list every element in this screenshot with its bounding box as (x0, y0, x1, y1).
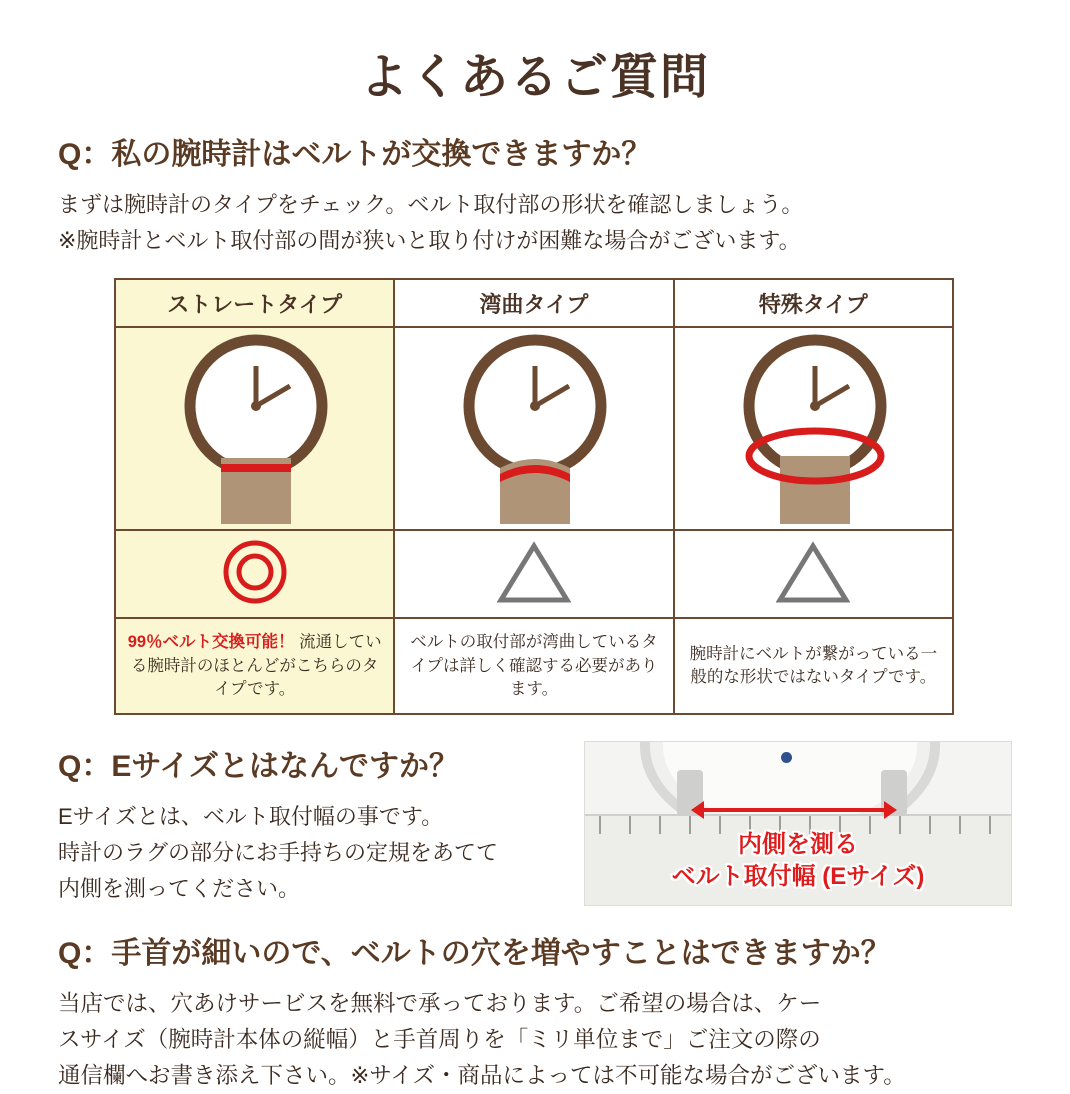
q2-heading: Q：Eサイズとはなんですか？ (58, 750, 459, 784)
photo-caption-line1: 内側を測る (738, 831, 858, 859)
mark-special (674, 530, 953, 618)
desc-straight (115, 618, 394, 714)
page-title: よくあるご質問 (359, 51, 710, 104)
triangle-icon (497, 538, 571, 606)
desc-curved (394, 618, 673, 714)
illustration-special (674, 327, 953, 530)
q2-body-line1: Eサイズとは、ベルト取付幅の事です。 (58, 804, 444, 830)
q3-heading: Q：手首が細いので、ベルトの穴を増やすことはできますか？ (58, 937, 891, 971)
q1-heading: Q：私の腕時計はベルトが交換できますか？ (58, 138, 652, 171)
q2-section (58, 741, 1012, 906)
triangle-icon (776, 538, 850, 606)
mark-curved (394, 530, 673, 618)
desc-straight-highlight: 99％ベルト交換可能！ (127, 633, 295, 652)
header-straight: ストレートタイプ (115, 279, 394, 327)
q1-body-line2: ※腕時計とベルト取付部の間が狭いと取り付けが困難な場合がございます。 (58, 227, 801, 253)
table-header-row (115, 279, 953, 327)
illustration-straight (115, 327, 394, 530)
q2-body-line3: 内側を測ってください。 (58, 875, 301, 901)
photo-caption-line2: ベルト取付幅 (Eサイズ) (671, 863, 925, 891)
q1-section (58, 129, 1012, 715)
q2-photo-block (584, 741, 1012, 906)
q3-section (58, 928, 1012, 1094)
watch-curved-icon (395, 328, 675, 524)
watch-special-icon (675, 328, 955, 524)
q1-body-line1: まずは腕時計のタイプをチェック。ベルト取付部の形状を確認しましょう。 (58, 192, 804, 217)
desc-straight-text: 流通している腕時計のほとんどがこちらのタイプです。 (130, 633, 382, 698)
measure-arrow-icon (703, 808, 885, 812)
double-circle-icon (220, 537, 290, 607)
table-description-row (115, 618, 953, 714)
q2-text-block (58, 741, 574, 906)
header-special: 特殊タイプ (674, 279, 953, 327)
table-mark-row (115, 530, 953, 618)
q3-body-line3: 通信欄へお書き添え下さい。※サイズ・商品によっては不可能な場合がございます。 (58, 1063, 906, 1089)
header-curved: 湾曲タイプ (394, 279, 673, 327)
mark-straight (115, 530, 394, 618)
q2-body-line2: 時計のラグの部分にお手持ちの定規をあてて (58, 839, 499, 865)
ruler-measurement-photo (584, 741, 1012, 906)
watch-straight-icon (116, 328, 396, 524)
illustration-curved (394, 327, 673, 530)
desc-special-text: 腕時計にベルトが繋がっている一般的な形状ではないタイプです。 (689, 644, 938, 687)
table-illustration-row (115, 327, 953, 530)
desc-curved-text: ベルトの取付部が湾曲しているタイプは詳しく確認する必要があります。 (410, 633, 658, 698)
desc-special (674, 618, 953, 714)
watch-type-table (114, 278, 954, 715)
q3-body-line2: スサイズ（腕時計本体の縦幅）と手首周りを「ミリ単位まで」ご注文の際の (58, 1027, 821, 1053)
q3-body-line1: 当店では、穴あけサービスを無料で承っております。ご希望の場合は、ケー (58, 991, 822, 1017)
